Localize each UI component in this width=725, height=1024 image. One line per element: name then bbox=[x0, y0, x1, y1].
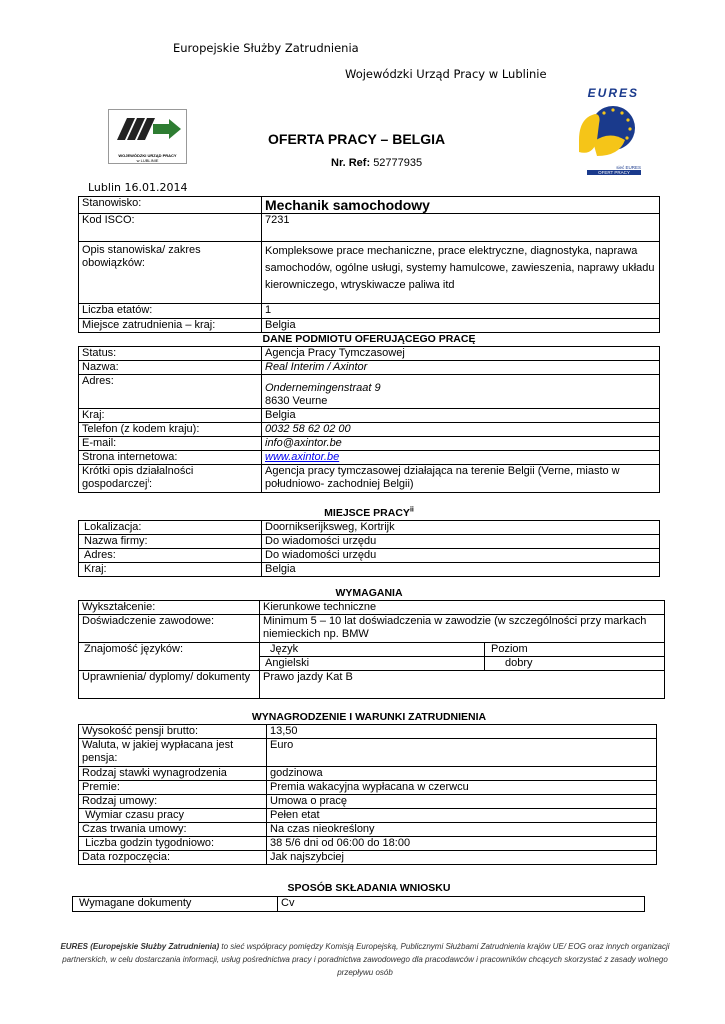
salary-value: Jak najszybciej bbox=[267, 851, 657, 865]
requirements-section-title: WYMAGANIA bbox=[335, 587, 403, 599]
salary-value: 13,50 bbox=[267, 725, 657, 739]
salary-row bbox=[79, 725, 657, 739]
kraj-value: Belgia bbox=[262, 409, 660, 423]
miejsce-label: Miejsce zatrudnienia – kraj: bbox=[79, 319, 262, 333]
opis-value: Kompleksowe prace mechaniczne, prace elektryczne, diagnostyka, naprawa samochodów, ogólne usługi, systemy hamulcowe, zawieszenia, naprawy układu kierowniczego, wtryskiwacze paliwa itd bbox=[262, 242, 660, 304]
workplace-title-text: MIEJSCE PRACY bbox=[324, 507, 410, 519]
salary-row bbox=[79, 767, 657, 781]
etaty-label: Liczba etatów: bbox=[79, 304, 262, 319]
lok-label: Lokalizacja: bbox=[79, 521, 262, 535]
opis-dzial-colon: : bbox=[149, 478, 153, 490]
status-value: Agencja Pracy Tymczasowej bbox=[262, 347, 660, 361]
opis-dzial-value: Agencja pracy tymczasowej działająca na terenie Belgii (Verne, miasto w południowo- zachodniej Belgii) bbox=[262, 465, 660, 493]
stanowisko-value: Mechanik samochodowy bbox=[262, 197, 660, 214]
tel-value: 0032 58 62 02 00 bbox=[262, 423, 660, 437]
stanowisko-label: Stanowisko: bbox=[79, 197, 262, 214]
salary-row bbox=[79, 837, 657, 851]
docs-label: Wymagane dokumenty bbox=[73, 897, 278, 912]
opis-label: Opis stanowiska/ zakres obowiązków: bbox=[79, 242, 262, 304]
ref-label: Nr. Ref: bbox=[331, 157, 371, 169]
salary-value: godzinowa bbox=[267, 767, 657, 781]
email-value[interactable]: info@axintor.be bbox=[262, 437, 660, 451]
salary-label: Czas trwania umowy: bbox=[79, 823, 267, 837]
isco-value: 7231 bbox=[262, 214, 660, 242]
salary-label: Wysokość pensji brutto: bbox=[79, 725, 267, 739]
salary-section-title: WYNAGRODZENIE I WARUNKI ZATRUDNIENIA bbox=[251, 711, 487, 723]
footer-text: to sieć współpracy pomiędzy Komisją Europejską, Publicznymi Służbami Zatrudnienia krajów UE/ EOG oraz innych organizacji partnerskich, w celu dostarczania informacji, usług pośrednictwa pracy i poradnictwa zawodowego dla pracodawców i pracowników chcących skorzystać z zasady wolnego przepływu osób bbox=[62, 942, 670, 977]
adres-line2: 8630 Veurne bbox=[265, 395, 328, 407]
adres-label: Adres: bbox=[79, 375, 262, 409]
dos-value: Minimum 5 – 10 lat doświadczenia w zawodzie (w szczególności przy markach niemieckich np. BMW bbox=[260, 615, 665, 643]
salary-row bbox=[79, 795, 657, 809]
wup-logo-text: WOJEWÓDZKI URZĄD PRACY bbox=[118, 153, 177, 158]
www-label: Strona internetowa: bbox=[79, 451, 262, 465]
salary-value: Umowa o pracę bbox=[267, 795, 657, 809]
salary-label: Waluta, w jakiej wypłacana jest pensja: bbox=[79, 739, 267, 767]
salary-row bbox=[79, 809, 657, 823]
salary-label: Rodzaj stawki wynagrodzenia bbox=[79, 767, 267, 781]
wp-adres-value: Do wiadomości urzędu bbox=[262, 549, 660, 563]
wp-adres-label: Adres: bbox=[79, 549, 262, 563]
workplace-table bbox=[78, 520, 660, 577]
jez-col-language: Język bbox=[260, 643, 485, 657]
nazwa-value: Real Interim / Axintor bbox=[262, 361, 660, 375]
isco-label: Kod ISCO: bbox=[79, 214, 262, 242]
workplace-section-title bbox=[78, 507, 660, 519]
footnote-ii: ii bbox=[409, 506, 414, 514]
footer-bold: EURES (Europejskie Służby Zatrudnienia) bbox=[60, 942, 220, 951]
wyk-label: Wykształcenie: bbox=[79, 601, 260, 615]
upr-value: Prawo jazdy Kat B bbox=[260, 671, 665, 699]
arrows-logo-icon bbox=[109, 110, 186, 150]
employer-table bbox=[78, 346, 660, 493]
salary-row bbox=[79, 781, 657, 795]
email-label: E-mail: bbox=[79, 437, 262, 451]
eures-logo bbox=[573, 86, 641, 178]
application-section-title: SPOSÓB SKŁADANIA WNIOSKU bbox=[287, 882, 451, 894]
opis-dzial-label bbox=[79, 465, 262, 493]
wp-kraj-value: Belgia bbox=[262, 563, 660, 577]
jez-label: Znajomość języków: bbox=[79, 643, 260, 671]
jez-language-value: Angielski bbox=[260, 657, 485, 671]
salary-table bbox=[78, 724, 657, 865]
lok-value: Doornikserijksweg, Kortrijk bbox=[262, 521, 660, 535]
adres-value bbox=[262, 375, 660, 409]
docs-value: Cv bbox=[278, 897, 645, 912]
eures-hand-icon bbox=[573, 100, 641, 162]
www-link[interactable]: www.axintor.be bbox=[265, 451, 340, 463]
kraj-label: Kraj: bbox=[79, 409, 262, 423]
salary-label: Rodzaj umowy: bbox=[79, 795, 267, 809]
miejsce-value: Belgia bbox=[262, 319, 660, 333]
salary-value: 38 5/6 dni od 06:00 do 18:00 bbox=[267, 837, 657, 851]
jez-level-value: dobry bbox=[485, 657, 665, 671]
eures-sub1: sieć EURES bbox=[616, 165, 641, 170]
salary-label: Data rozpoczęcia: bbox=[79, 851, 267, 865]
salary-label: Liczba godzin tygodniowo: bbox=[79, 837, 267, 851]
header-line1: Europejskie Służby Zatrudnienia bbox=[173, 41, 359, 55]
salary-value: Premia wakacyjna wypłacana w czerwcu bbox=[267, 781, 657, 795]
ref-value: 52777935 bbox=[373, 157, 423, 169]
salary-value: Pełen etat bbox=[267, 809, 657, 823]
wyk-value: Kierunkowe techniczne bbox=[260, 601, 665, 615]
page-title: OFERTA PRACY – BELGIA bbox=[268, 131, 446, 147]
job-table bbox=[78, 196, 660, 333]
footnote-i: i bbox=[147, 477, 149, 485]
footer-note bbox=[60, 940, 670, 979]
adres-line1: Ondernemingenstraat 9 bbox=[265, 382, 381, 394]
date: Lublin 16.01.2014 bbox=[88, 181, 188, 194]
salary-value: Euro bbox=[267, 739, 657, 767]
etaty-value: 1 bbox=[262, 304, 660, 319]
requirements-table bbox=[78, 600, 665, 699]
salary-value: Na czas nieokreślony bbox=[267, 823, 657, 837]
upr-label: Uprawnienia/ dyplomy/ dokumenty bbox=[79, 671, 260, 699]
firma-value: Do wiadomości urzędu bbox=[262, 535, 660, 549]
wup-logo bbox=[108, 109, 187, 164]
tel-label: Telefon (z kodem kraju): bbox=[79, 423, 262, 437]
wup-logo-subtext: w LUBLINIE bbox=[136, 158, 159, 163]
employer-section-title: DANE PODMIOTU OFERUJĄCEGO PRACĘ bbox=[262, 333, 476, 345]
nazwa-label: Nazwa: bbox=[79, 361, 262, 375]
salary-row bbox=[79, 823, 657, 837]
jez-col-level: Poziom bbox=[485, 643, 665, 657]
wp-kraj-label: Kraj: bbox=[79, 563, 262, 577]
header-line2: Wojewódzki Urząd Pracy w Lublinie bbox=[345, 67, 547, 81]
salary-label: Wymiar czasu pracy bbox=[79, 809, 267, 823]
ref-number bbox=[331, 157, 422, 169]
firma-label: Nazwa firmy: bbox=[79, 535, 262, 549]
eures-logo-title: EURES bbox=[587, 86, 639, 100]
dos-label: Doświadczenie zawodowe: bbox=[79, 615, 260, 643]
status-label: Status: bbox=[79, 347, 262, 361]
opis-dzial-text: Krótki opis działalności gospodarczej bbox=[82, 465, 194, 490]
application-table bbox=[72, 896, 645, 912]
salary-row bbox=[79, 851, 657, 865]
salary-label: Premie: bbox=[79, 781, 267, 795]
eures-sub2: OFERT PRACY bbox=[587, 170, 641, 175]
salary-row bbox=[79, 739, 657, 767]
